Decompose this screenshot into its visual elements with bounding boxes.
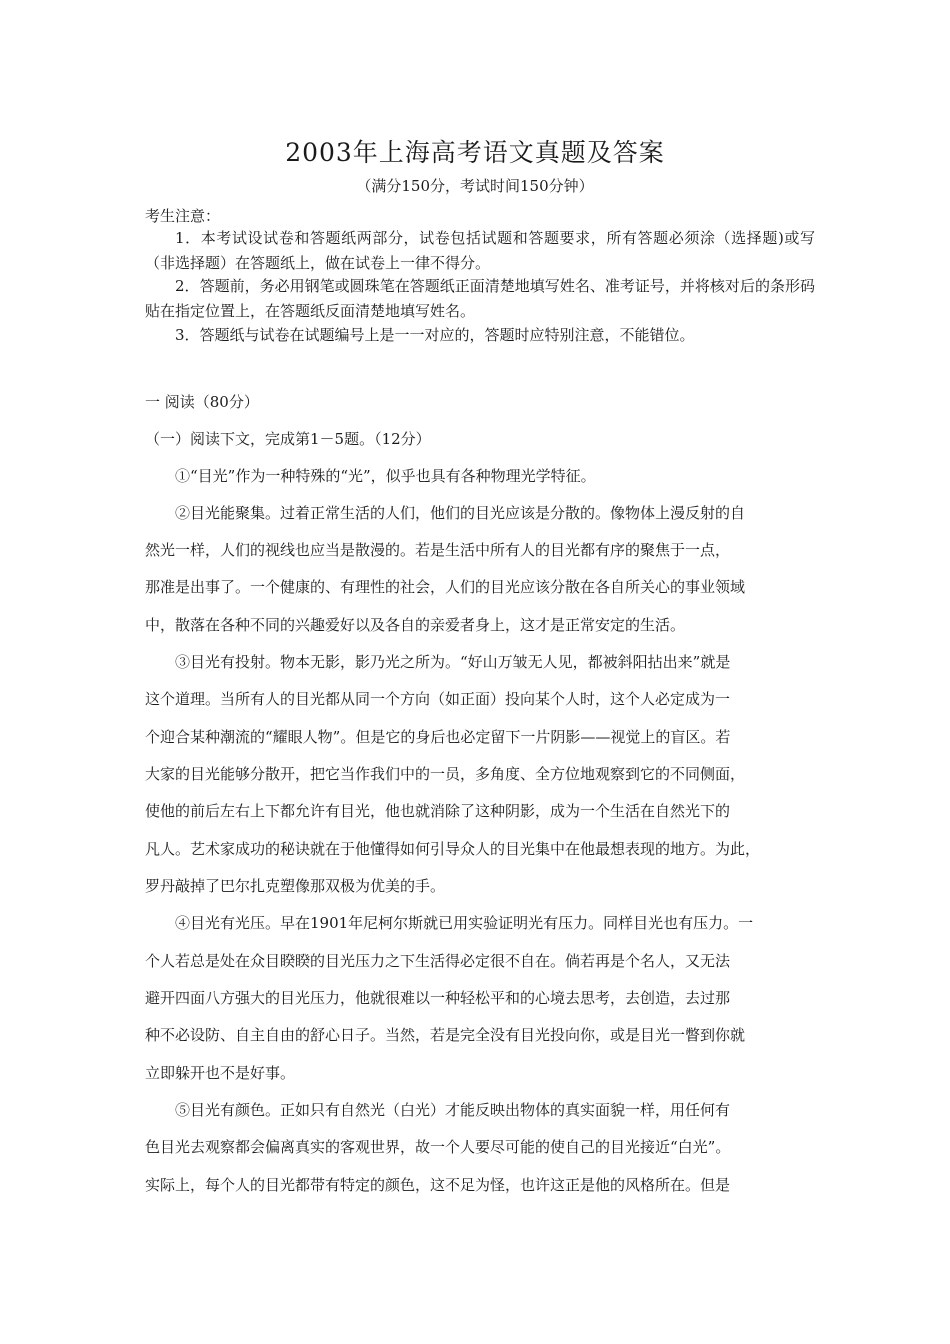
passage-line: 那准是出事了。一个健康的、有理性的社会，人们的目光应该分散在各自所关心的事业领域 [145, 578, 746, 596]
passage-line: ④目光有光压。早在1901年尼柯尔斯就已用实验证明光有压力。同样目光也有压力。一 [175, 914, 754, 932]
passage-line: 立即躲开也不是好事。 [145, 1064, 296, 1082]
passage-line: 大家的目光能够分散开，把它当作我们中的一员，多角度、全方位地观察到它的不同侧面， [145, 765, 746, 783]
notice-label: 考生注意： [145, 207, 221, 225]
passage-line: 然光一样，人们的视线也应当是散漫的。若是生活中所有人的目光都有序的聚焦于一点， [145, 541, 731, 559]
notice-item: 2．答题前，务必用钢笔或圆珠笔在答题纸正面清楚地填写姓名、准考证号，并将核对后的条形码贴在指定位置上，在答题纸反面清楚地填写姓名。 [145, 277, 815, 320]
passage-line: 个迎合某种潮流的“耀眼人物”。但是它的身后也必定留下一片阴影——视觉上的盲区。若 [145, 728, 731, 746]
passage-line: 罗丹敲掉了巴尔扎克塑像那双极为优美的手。 [145, 877, 446, 895]
notice-item: 1．本考试设试卷和答题纸两部分，试卷包括试题和答题要求，所有答题必须涂（选择题)或写（非选择题）在答题纸上，做在试卷上一律不得分。 [145, 229, 815, 272]
passage-line: ②目光能聚集。过着正常生活的人们，他们的目光应该是分散的。像物体上漫反射的自 [175, 504, 746, 522]
passage-line: 实际上，每个人的目光都带有特定的颜色，这不足为怪，也许这正是他的风格所在。但是 [145, 1176, 731, 1194]
notice-item: 3．答题纸与试卷在试题编号上是一一对应的，答题时应特别注意，不能错位。 [175, 326, 695, 344]
passage-line: ③目光有投射。物本无影，影乃光之所为。“好山万皱无人见，都被斜阳拈出来”就是 [175, 653, 731, 671]
exam-subtitle: （满分150分，考试时间150分钟） [356, 177, 594, 195]
passage-line: 避开四面八方强大的目光压力，他就很难以一种轻松平和的心境去思考，去创造，去过那 [145, 989, 731, 1007]
passage-line: 色目光去观察都会偏离真实的客观世界，故一个人要尽可能的使自己的目光接近“白光”。 [145, 1138, 731, 1156]
passage-line: 种不必设防、自主自由的舒心日子。当然，若是完全没有目光投向你，或是目光一瞥到你就 [145, 1026, 746, 1044]
sub-section-title: （一）阅读下文，完成第1－5题。（12分） [145, 430, 431, 448]
section-title: 一 阅读（80分） [145, 393, 259, 411]
exam-title: 2003年上海高考语文真题及答案 [285, 138, 665, 167]
passage-line: 凡人。艺术家成功的秘诀就在于他懂得如何引导众人的目光集中在他最想表现的地方。为此， [145, 840, 761, 858]
passage-line: 使他的前后左右上下都允许有目光，他也就消除了这种阴影，成为一个生活在自然光下的 [145, 802, 731, 820]
passage-line: ⑤目光有颜色。正如只有自然光（白光）才能反映出物体的真实面貌一样，用任何有 [175, 1101, 731, 1119]
passage-line: 这个道理。当所有人的目光都从同一个方向（如正面）投向某个人时，这个人必定成为一 [145, 690, 731, 708]
passage-line: 个人若总是处在众目睽睽的目光压力之下生活得必定很不自在。倘若再是个名人，又无法 [145, 952, 731, 970]
passage-line: ①“目光”作为一种特殊的“光”，似乎也具有各种物理光学特征。 [175, 467, 596, 485]
passage-line: 中，散落在各种不同的兴趣爱好以及各自的亲爱者身上，这才是正常安定的生活。 [145, 616, 686, 634]
